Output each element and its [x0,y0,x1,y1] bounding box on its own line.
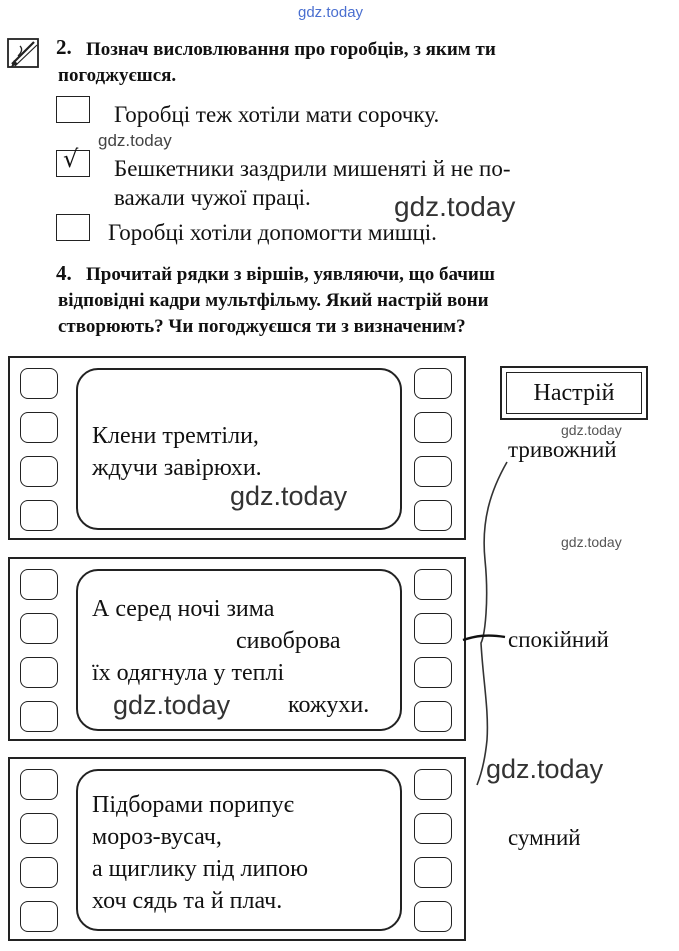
frame2-line4: кожухи. [288,692,370,718]
film-perforation [20,412,58,443]
frame2-line3: їх одягнула у теплі [92,660,285,686]
film-perforation [20,569,58,600]
film-perforation [20,368,58,399]
task2-question-line2: погоджуєшся. [58,65,177,86]
mood-option-1: тривожний [508,437,617,462]
film-perforation [414,857,452,888]
film-perforation [414,769,452,800]
option1-checkbox[interactable] [56,96,90,123]
task4-question-line2: відповідні кадри мультфільму. Який настрій вони [58,290,489,311]
film-perforation [414,569,452,600]
film-perforation [414,613,452,644]
pencil-task-icon [6,36,42,70]
frame3-line2: мороз-вусач, [92,824,222,850]
watermark: gdz.today [113,690,231,720]
film-strip-2 [8,557,466,741]
frame3-line3: а щиглику під липою [92,856,309,882]
film-perforation [20,500,58,531]
frame1-line2: ждучи завірюхи. [92,455,262,481]
mood-option-3: сумний [508,825,581,850]
task4-question-line3: створюють? Чи погоджуєшся ти з визначеним? [58,316,466,337]
film-perforation [414,813,452,844]
film-perforation [414,500,452,531]
task4-question-line1: Прочитай рядки з віршів, уявляючи, що бачиш [86,264,495,285]
film-perforation [20,701,58,732]
option2-text-line2: важали чужої праці. [114,185,311,210]
film-perforation [20,769,58,800]
watermark: gdz.today [561,422,622,438]
film-perforation [414,701,452,732]
option2-checkbox[interactable] [56,145,90,177]
frame3-line4: хоч сядь та й плач. [92,888,283,914]
film-perforation [20,613,58,644]
film-frame-3 [76,769,402,931]
task2-number: 2. [56,35,72,59]
option1-text: Горобці теж хотіли мати сорочку. [114,102,440,127]
mood-option-2: спокійний [508,627,609,652]
film-perforation [20,901,58,932]
watermark: gdz.today [394,191,516,222]
frame1-line1: Клени тремтіли, [92,423,259,449]
connection-line-drawing [455,440,525,790]
option3-text: Горобці хотіли допомогти мишці. [108,220,437,245]
film-strip-3 [8,757,466,941]
option3-checkbox[interactable] [56,214,90,241]
film-perforation [414,456,452,487]
task2-question-line1: Познач висловлювання про горобців, з яким ти [86,39,496,60]
film-perforation [20,857,58,888]
mood-header: Настрій [506,372,642,414]
watermark-top: gdz.today [298,4,364,21]
frame2-line2: сивоброва [236,628,341,654]
watermark: gdz.today [230,481,348,511]
frame2-line1: А серед ночі зима [92,596,275,622]
film-perforation [414,368,452,399]
film-perforation [414,657,452,688]
film-perforation [20,657,58,688]
film-perforation [414,412,452,443]
watermark: gdz.today [561,534,622,550]
option2-text-line1: Бешкетники заздрили мишеняті й не по- [114,156,511,181]
task4-number: 4. [56,261,72,285]
film-perforation [20,813,58,844]
mood-header-box [500,366,648,420]
frame3-line1: Підборами порипує [92,792,294,818]
watermark: gdz.today [486,754,604,784]
film-strip-1 [8,356,466,540]
film-perforation [20,456,58,487]
film-perforation [414,901,452,932]
checkmark-icon: √ [63,145,79,173]
watermark: gdz.today [98,131,172,150]
